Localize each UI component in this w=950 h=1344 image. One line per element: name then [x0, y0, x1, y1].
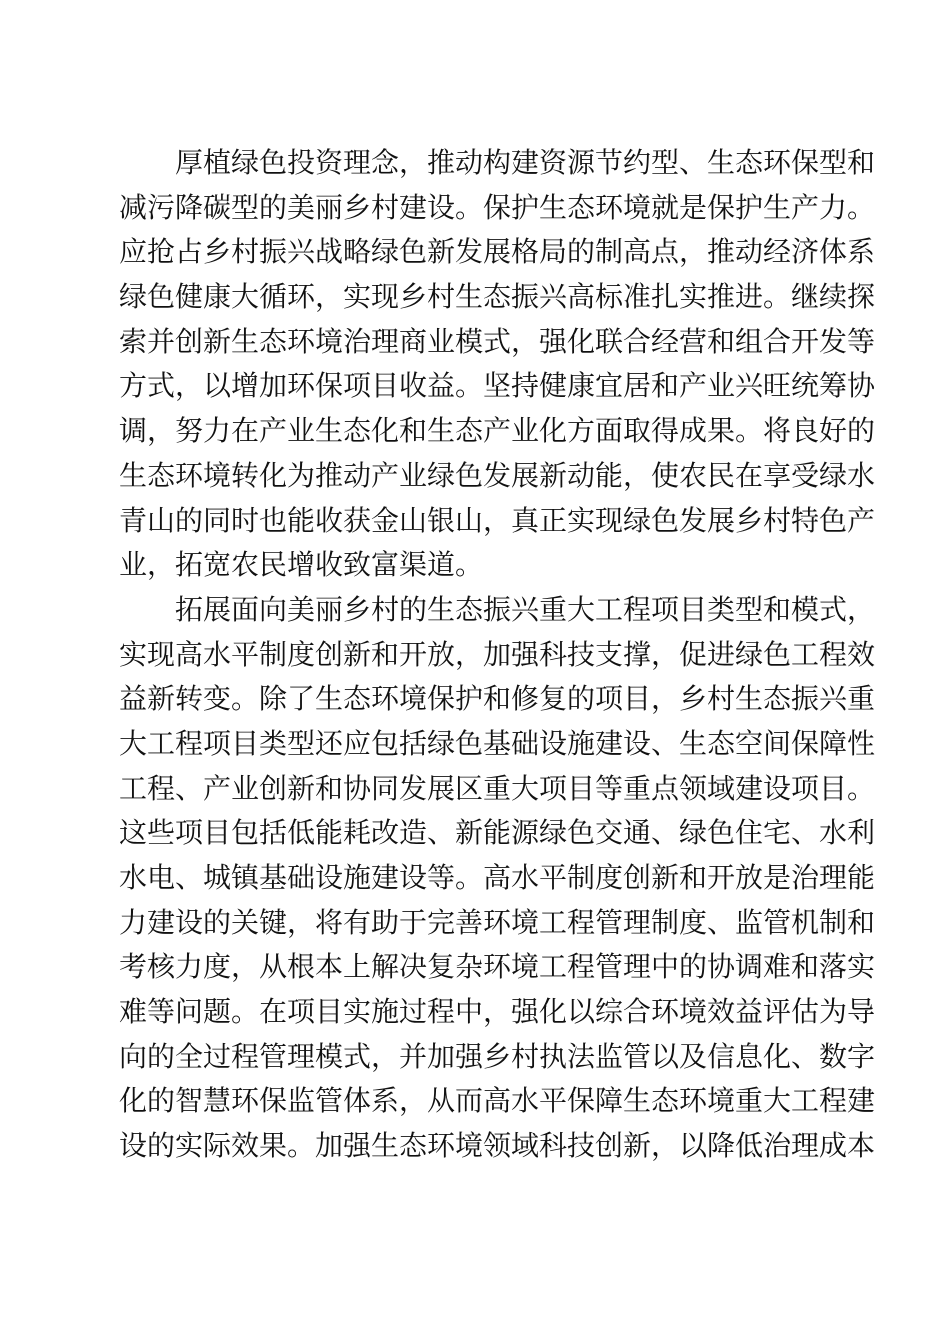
text-line: 生态环境转化为推动产业绿色发展新动能，使农民在享受绿水	[119, 458, 876, 492]
paragraph-2	[119, 588, 876, 1169]
text-line: 调，努力在产业生态化和生态产业化方面取得成果。将良好的	[119, 414, 876, 448]
text-line: 拓展面向美丽乡村的生态振兴重大工程项目类型和模式，	[175, 592, 876, 626]
text-line: 设的实际效果。加强生态环境领域科技创新，以降低治理成本	[119, 1129, 876, 1163]
text-line: 向的全过程管理模式，并加强乡村执法监管以及信息化、数字	[119, 1039, 876, 1073]
paragraph-1	[119, 141, 876, 588]
text-line: 工程、产业创新和协同发展区重大项目等重点领域建设项目。	[119, 771, 876, 805]
text-line: 业，拓宽农民增收致富渠道。	[119, 548, 484, 582]
text-line: 力建设的关键，将有助于完善环境工程管理制度、监管机制和	[119, 905, 876, 939]
text-line: 青山的同时也能收获金山银山，真正实现绿色发展乡村特色产	[119, 503, 876, 537]
text-line: 考核力度，从根本上解决复杂环境工程管理中的协调难和落实	[119, 950, 876, 984]
text-line: 水电、城镇基础设施建设等。高水平制度创新和开放是治理能	[119, 861, 876, 894]
text-line: 这些项目包括低能耗改造、新能源绿色交通、绿色住宅、水利	[119, 816, 876, 850]
text-line: 应抢占乡村振兴战略绿色新发展格局的制高点，推动经济体系	[119, 235, 876, 269]
text-line: 大工程项目类型还应包括绿色基础设施建设、生态空间保障性	[119, 726, 876, 760]
text-line: 化的智慧环保监管体系，从而高水平保障生态环境重大工程建	[119, 1084, 876, 1118]
text-line: 实现高水平制度创新和开放，加强科技支撑，促进绿色工程效	[119, 637, 876, 671]
text-line: 厚植绿色投资理念，推动构建资源节约型、生态环保型和	[175, 146, 876, 179]
text-line: 减污降碳型的美丽乡村建设。保护生态环境就是保护生产力。	[119, 190, 876, 224]
text-line: 益新转变。除了生态环境保护和修复的项目，乡村生态振兴重	[119, 682, 876, 716]
text-line: 难等问题。在项目实施过程中，强化以综合环境效益评估为导	[119, 995, 876, 1029]
document-body	[119, 141, 876, 1169]
text-line: 绿色健康大循环，实现乡村生态振兴高标准扎实推进。继续探	[119, 280, 876, 314]
text-line: 索并创新生态环境治理商业模式，强化联合经营和组合开发等	[119, 324, 876, 358]
text-line: 方式，以增加环保项目收益。坚持健康宜居和产业兴旺统筹协	[119, 369, 876, 403]
